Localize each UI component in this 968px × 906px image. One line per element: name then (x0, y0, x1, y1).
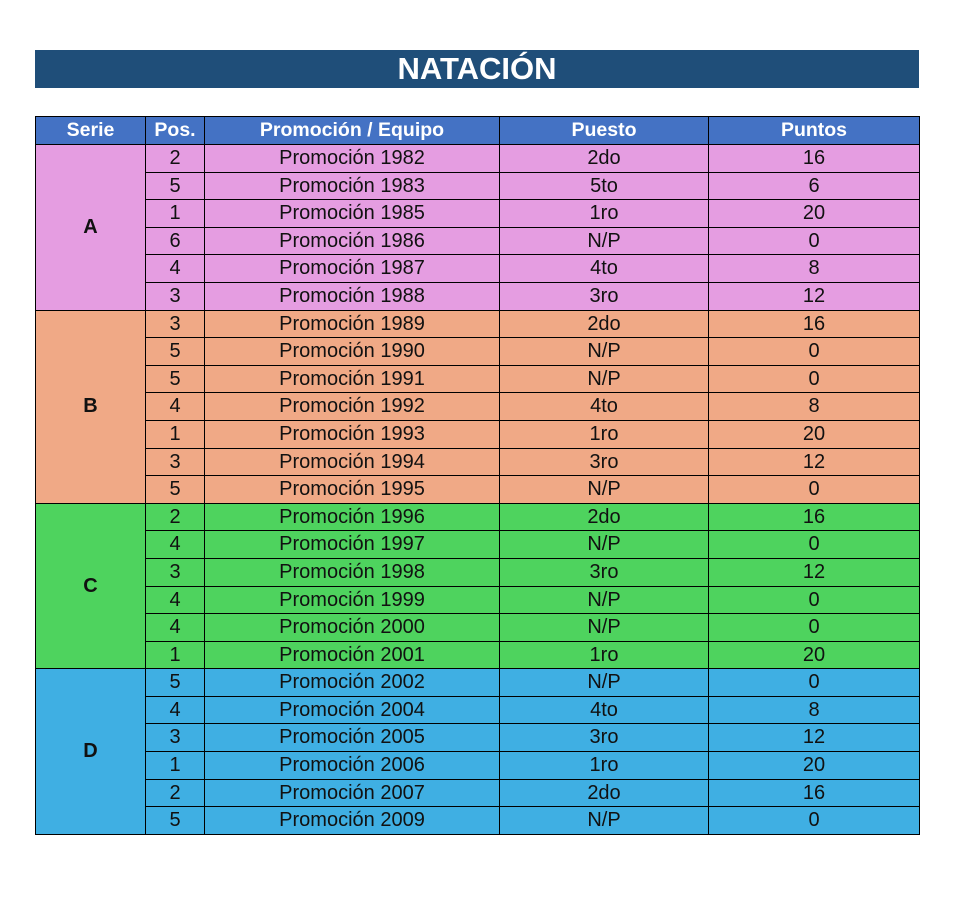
cell-puntos: 16 (709, 310, 920, 338)
cell-promocion: Promoción 1987 (205, 255, 500, 283)
cell-puesto: N/P (500, 614, 709, 642)
table-row (36, 752, 920, 780)
serie-label: A (36, 145, 146, 311)
cell-puesto: N/P (500, 807, 709, 835)
cell-puesto: 4to (500, 255, 709, 283)
table-row (36, 614, 920, 642)
cell-promocion: Promoción 2001 (205, 641, 500, 669)
cell-pos: 6 (146, 227, 205, 255)
cell-promocion: Promoción 1985 (205, 200, 500, 228)
page-title: NATACIÓN (35, 50, 919, 88)
cell-puesto: 2do (500, 310, 709, 338)
cell-puesto: 1ro (500, 420, 709, 448)
cell-promocion: Promoción 1983 (205, 172, 500, 200)
header-pos: Pos. (146, 117, 205, 145)
cell-puntos: 20 (709, 752, 920, 780)
cell-puesto: N/P (500, 476, 709, 504)
cell-puntos: 20 (709, 200, 920, 228)
cell-promocion: Promoción 1993 (205, 420, 500, 448)
table-row (36, 448, 920, 476)
cell-puntos: 6 (709, 172, 920, 200)
table-row (36, 172, 920, 200)
cell-puntos: 0 (709, 227, 920, 255)
table-row (36, 365, 920, 393)
cell-pos: 1 (146, 641, 205, 669)
cell-puntos: 0 (709, 338, 920, 366)
header-promocion: Promoción / Equipo (205, 117, 500, 145)
cell-promocion: Promoción 1991 (205, 365, 500, 393)
serie-label: D (36, 669, 146, 835)
table-row (36, 531, 920, 559)
cell-pos: 5 (146, 172, 205, 200)
cell-promocion: Promoción 1994 (205, 448, 500, 476)
cell-pos: 4 (146, 393, 205, 421)
header-puntos: Puntos (709, 117, 920, 145)
cell-puntos: 0 (709, 476, 920, 504)
cell-puntos: 12 (709, 558, 920, 586)
header-puesto: Puesto (500, 117, 709, 145)
cell-pos: 5 (146, 365, 205, 393)
table-row (36, 779, 920, 807)
cell-pos: 1 (146, 752, 205, 780)
table-header-row (36, 117, 920, 145)
table-row (36, 145, 920, 173)
cell-puntos: 12 (709, 282, 920, 310)
cell-promocion: Promoción 1998 (205, 558, 500, 586)
table-row (36, 310, 920, 338)
cell-puesto: 1ro (500, 200, 709, 228)
cell-promocion: Promoción 2005 (205, 724, 500, 752)
table-row (36, 476, 920, 504)
cell-promocion: Promoción 1995 (205, 476, 500, 504)
cell-promocion: Promoción 2006 (205, 752, 500, 780)
cell-puesto: 1ro (500, 752, 709, 780)
cell-pos: 5 (146, 476, 205, 504)
table-row (36, 807, 920, 835)
header-serie: Serie (36, 117, 146, 145)
table-row (36, 420, 920, 448)
cell-puesto: 4to (500, 696, 709, 724)
cell-puesto: 3ro (500, 448, 709, 476)
cell-promocion: Promoción 1986 (205, 227, 500, 255)
cell-pos: 3 (146, 448, 205, 476)
cell-pos: 4 (146, 614, 205, 642)
serie-label: B (36, 310, 146, 503)
cell-promocion: Promoción 1982 (205, 145, 500, 173)
table-row (36, 641, 920, 669)
cell-puesto: N/P (500, 365, 709, 393)
cell-promocion: Promoción 1997 (205, 531, 500, 559)
cell-puesto: N/P (500, 227, 709, 255)
cell-puesto: 3ro (500, 558, 709, 586)
cell-puntos: 12 (709, 448, 920, 476)
cell-promocion: Promoción 2000 (205, 614, 500, 642)
table-row (36, 227, 920, 255)
cell-pos: 2 (146, 145, 205, 173)
table-row (36, 255, 920, 283)
cell-promocion: Promoción 2007 (205, 779, 500, 807)
cell-pos: 2 (146, 779, 205, 807)
cell-puesto: 4to (500, 393, 709, 421)
cell-puesto: 2do (500, 145, 709, 173)
cell-puesto: 1ro (500, 641, 709, 669)
cell-pos: 5 (146, 669, 205, 697)
cell-puntos: 16 (709, 503, 920, 531)
cell-pos: 3 (146, 282, 205, 310)
cell-puntos: 8 (709, 255, 920, 283)
cell-pos: 2 (146, 503, 205, 531)
cell-puntos: 16 (709, 779, 920, 807)
cell-puntos: 0 (709, 614, 920, 642)
cell-puesto: N/P (500, 586, 709, 614)
cell-pos: 5 (146, 807, 205, 835)
cell-puesto: N/P (500, 338, 709, 366)
cell-puesto: 3ro (500, 282, 709, 310)
cell-promocion: Promoción 1989 (205, 310, 500, 338)
cell-puesto: N/P (500, 669, 709, 697)
cell-puntos: 20 (709, 420, 920, 448)
table-row (36, 696, 920, 724)
cell-promocion: Promoción 1999 (205, 586, 500, 614)
cell-puntos: 0 (709, 531, 920, 559)
cell-pos: 3 (146, 558, 205, 586)
cell-puesto: 3ro (500, 724, 709, 752)
cell-puntos: 12 (709, 724, 920, 752)
serie-label: C (36, 503, 146, 669)
cell-puesto: N/P (500, 531, 709, 559)
cell-puntos: 20 (709, 641, 920, 669)
cell-puntos: 0 (709, 365, 920, 393)
cell-pos: 1 (146, 420, 205, 448)
cell-pos: 4 (146, 586, 205, 614)
table-row (36, 393, 920, 421)
table-row (36, 669, 920, 697)
cell-promocion: Promoción 1992 (205, 393, 500, 421)
cell-promocion: Promoción 2002 (205, 669, 500, 697)
cell-promocion: Promoción 1996 (205, 503, 500, 531)
cell-pos: 4 (146, 531, 205, 559)
table-row (36, 586, 920, 614)
cell-puntos: 0 (709, 669, 920, 697)
cell-promocion: Promoción 1988 (205, 282, 500, 310)
table-body (36, 145, 920, 835)
cell-puntos: 0 (709, 807, 920, 835)
table-row (36, 724, 920, 752)
table-row (36, 282, 920, 310)
cell-puntos: 8 (709, 393, 920, 421)
cell-puntos: 8 (709, 696, 920, 724)
cell-puntos: 0 (709, 586, 920, 614)
cell-pos: 3 (146, 724, 205, 752)
cell-pos: 3 (146, 310, 205, 338)
table-row (36, 503, 920, 531)
cell-pos: 1 (146, 200, 205, 228)
cell-pos: 4 (146, 696, 205, 724)
table-row (36, 558, 920, 586)
cell-promocion: Promoción 2009 (205, 807, 500, 835)
cell-pos: 5 (146, 338, 205, 366)
cell-puntos: 16 (709, 145, 920, 173)
cell-puesto: 2do (500, 779, 709, 807)
cell-promocion: Promoción 2004 (205, 696, 500, 724)
cell-pos: 4 (146, 255, 205, 283)
cell-puesto: 2do (500, 503, 709, 531)
cell-puesto: 5to (500, 172, 709, 200)
table-row (36, 200, 920, 228)
cell-promocion: Promoción 1990 (205, 338, 500, 366)
results-table (35, 116, 920, 835)
table-row (36, 338, 920, 366)
